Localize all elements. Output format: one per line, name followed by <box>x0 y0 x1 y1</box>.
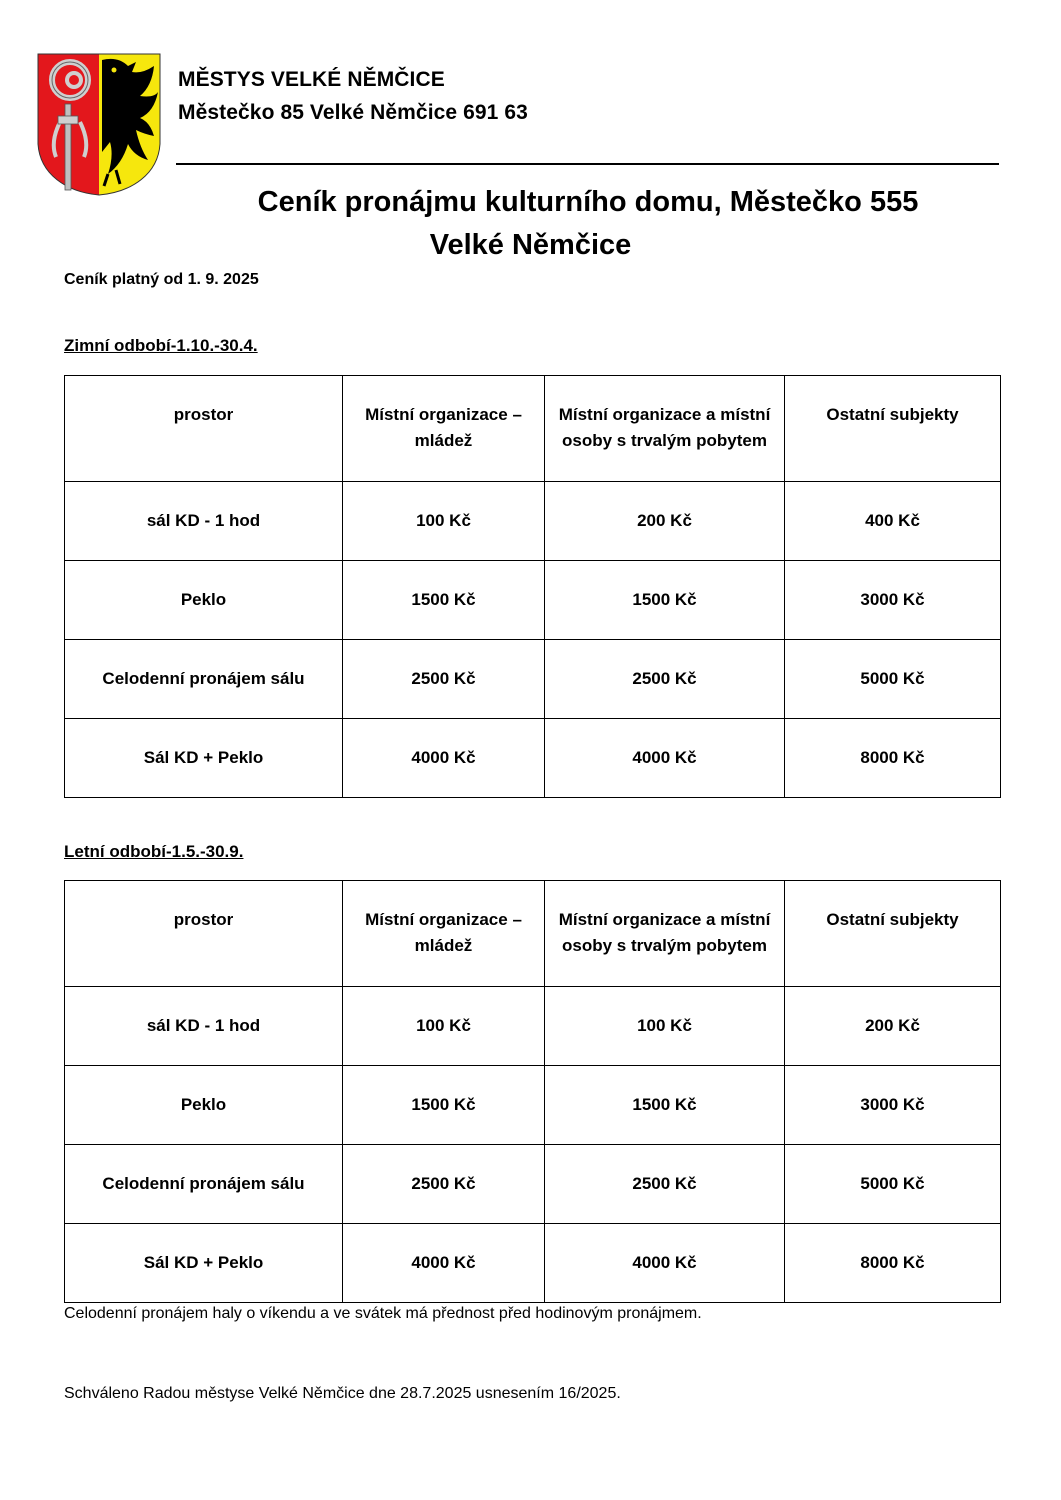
table-cell: 2500 Kč <box>545 1145 785 1224</box>
table-row <box>65 1224 1001 1303</box>
org-name: MĚSTYS VELKÉ NĚMČICE <box>178 68 445 91</box>
table-cell: 100 Kč <box>343 987 545 1066</box>
header-divider <box>176 163 999 165</box>
table-cell: 2500 Kč <box>343 640 545 719</box>
table-header-row <box>65 881 1001 987</box>
table-cell: sál KD - 1 hod <box>65 987 343 1066</box>
table-cell: 4000 Kč <box>343 719 545 798</box>
table-row <box>65 1145 1001 1224</box>
page-title-line1: Ceník pronájmu kulturního domu, Městečko 555 <box>257 186 919 218</box>
table-cell: 8000 Kč <box>785 719 1001 798</box>
table-cell: 8000 Kč <box>785 1224 1001 1303</box>
table-cell: 1500 Kč <box>343 561 545 640</box>
column-header: Ostatní subjekty <box>785 881 1001 987</box>
summer-price-table <box>64 880 1001 1303</box>
table-cell: 3000 Kč <box>785 561 1001 640</box>
table-cell: 1500 Kč <box>545 1066 785 1145</box>
table-row <box>65 482 1001 561</box>
column-header: Místní organizace – mládež <box>343 881 545 987</box>
column-header: prostor <box>65 376 343 482</box>
org-address: Městečko 85 Velké Němčice 691 63 <box>178 101 528 124</box>
table-header-row <box>65 376 1001 482</box>
column-header: Ostatní subjekty <box>785 376 1001 482</box>
table-row <box>65 640 1001 719</box>
table-cell: 100 Kč <box>343 482 545 561</box>
table-cell: 100 Kč <box>545 987 785 1066</box>
table-cell: 4000 Kč <box>343 1224 545 1303</box>
table-cell: Celodenní pronájem sálu <box>65 1145 343 1224</box>
table-cell: 2500 Kč <box>545 640 785 719</box>
valid-from: Ceník platný od 1. 9. 2025 <box>64 271 259 288</box>
table-cell: Sál KD + Peklo <box>65 719 343 798</box>
column-header: prostor <box>65 881 343 987</box>
table-cell: 1500 Kč <box>343 1066 545 1145</box>
coat-of-arms-logo <box>36 52 162 198</box>
winter-heading: Zimní odbobí-1.10.-30.4. <box>64 336 258 355</box>
table-row <box>65 1066 1001 1145</box>
table-row <box>65 719 1001 798</box>
table-cell: 200 Kč <box>785 987 1001 1066</box>
column-header: Místní organizace – mládež <box>343 376 545 482</box>
page-title-line2: Velké Němčice <box>429 229 632 261</box>
approval-note: Schváleno Radou městyse Velké Němčice dne 28.7.2025 usnesením 16/2025. <box>64 1385 621 1402</box>
table-cell: Peklo <box>65 561 343 640</box>
table-cell: 400 Kč <box>785 482 1001 561</box>
table-cell: sál KD - 1 hod <box>65 482 343 561</box>
winter-price-table <box>64 375 1001 798</box>
table-row <box>65 987 1001 1066</box>
table-cell: 5000 Kč <box>785 640 1001 719</box>
table-cell: Celodenní pronájem sálu <box>65 640 343 719</box>
table-cell: 200 Kč <box>545 482 785 561</box>
priority-note: Celodenní pronájem haly o víkendu a ve svátek má přednost před hodinovým pronájmem. <box>64 1305 702 1322</box>
table-cell: 5000 Kč <box>785 1145 1001 1224</box>
table-cell: 4000 Kč <box>545 1224 785 1303</box>
table-cell: Sál KD + Peklo <box>65 1224 343 1303</box>
table-cell: 2500 Kč <box>343 1145 545 1224</box>
table-cell: 1500 Kč <box>545 561 785 640</box>
table-cell: 4000 Kč <box>545 719 785 798</box>
table-row <box>65 561 1001 640</box>
table-cell: 3000 Kč <box>785 1066 1001 1145</box>
summer-heading: Letní odbobí-1.5.-30.9. <box>64 842 244 861</box>
column-header: Místní organizace a místní osoby s trvalým pobytem <box>545 376 785 482</box>
column-header: Místní organizace a místní osoby s trvalým pobytem <box>545 881 785 987</box>
table-cell: Peklo <box>65 1066 343 1145</box>
